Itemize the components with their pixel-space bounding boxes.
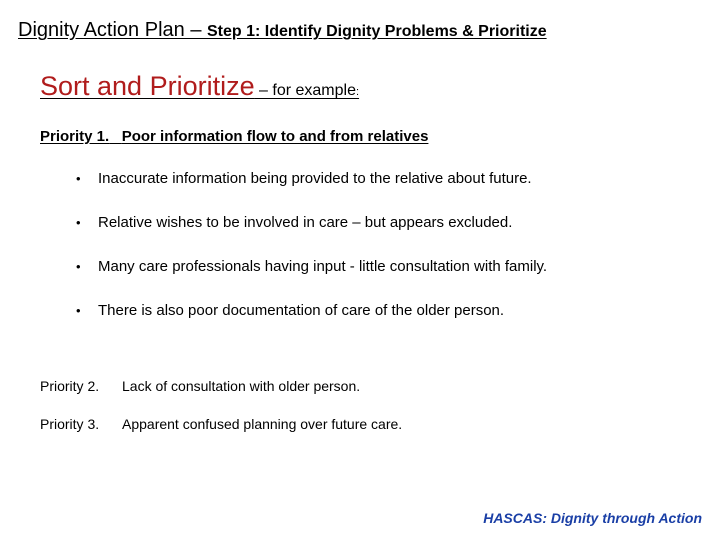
- section-heading-sub: – for example: [254, 82, 356, 99]
- priority-2-label: Priority 2.: [40, 378, 100, 394]
- bullet-dot-icon: •: [76, 259, 81, 274]
- bullet-text: Inaccurate information being provided to the relative about future.: [98, 170, 532, 187]
- bullet-text: There is also poor documentation of care of the older person.: [98, 302, 505, 319]
- priority-1-heading: [40, 128, 428, 145]
- footer-branding: HASCAS: Dignity through Action: [483, 510, 702, 526]
- list-item: [76, 170, 547, 214]
- section-heading-main: Sort and Prioritize: [40, 71, 255, 101]
- priority-1-text: Poor information flow to and from relatives: [121, 128, 429, 145]
- bullet-dot-icon: •: [76, 215, 81, 230]
- slide-title-main: Dignity Action Plan –: [18, 19, 207, 41]
- bullet-text: Relative wishes to be involved in care – but appears excluded.: [98, 214, 513, 231]
- priority-3: [40, 416, 402, 432]
- bullet-text: Many care professionals having input - little consultation with family.: [98, 258, 548, 275]
- bullet-dot-icon: •: [76, 303, 81, 318]
- priority-2: [40, 378, 360, 394]
- priority-3-label: Priority 3.: [40, 416, 100, 432]
- priority-1-label: Priority 1.: [40, 128, 110, 145]
- list-item: [76, 258, 547, 302]
- priority-1-bullet-list: [76, 170, 547, 346]
- priority-2-text: Lack of consultation with older person.: [122, 378, 361, 394]
- section-heading-colon: :: [355, 86, 360, 98]
- list-item: [76, 214, 547, 258]
- bullet-dot-icon: •: [76, 171, 81, 186]
- priority-3-text: Apparent confused planning over future care.: [122, 416, 403, 432]
- slide-title: [18, 19, 547, 42]
- slide-title-sub: Step 1: Identify Dignity Problems & Prioritize: [207, 23, 547, 40]
- list-item: [76, 302, 547, 346]
- section-heading: [40, 71, 359, 102]
